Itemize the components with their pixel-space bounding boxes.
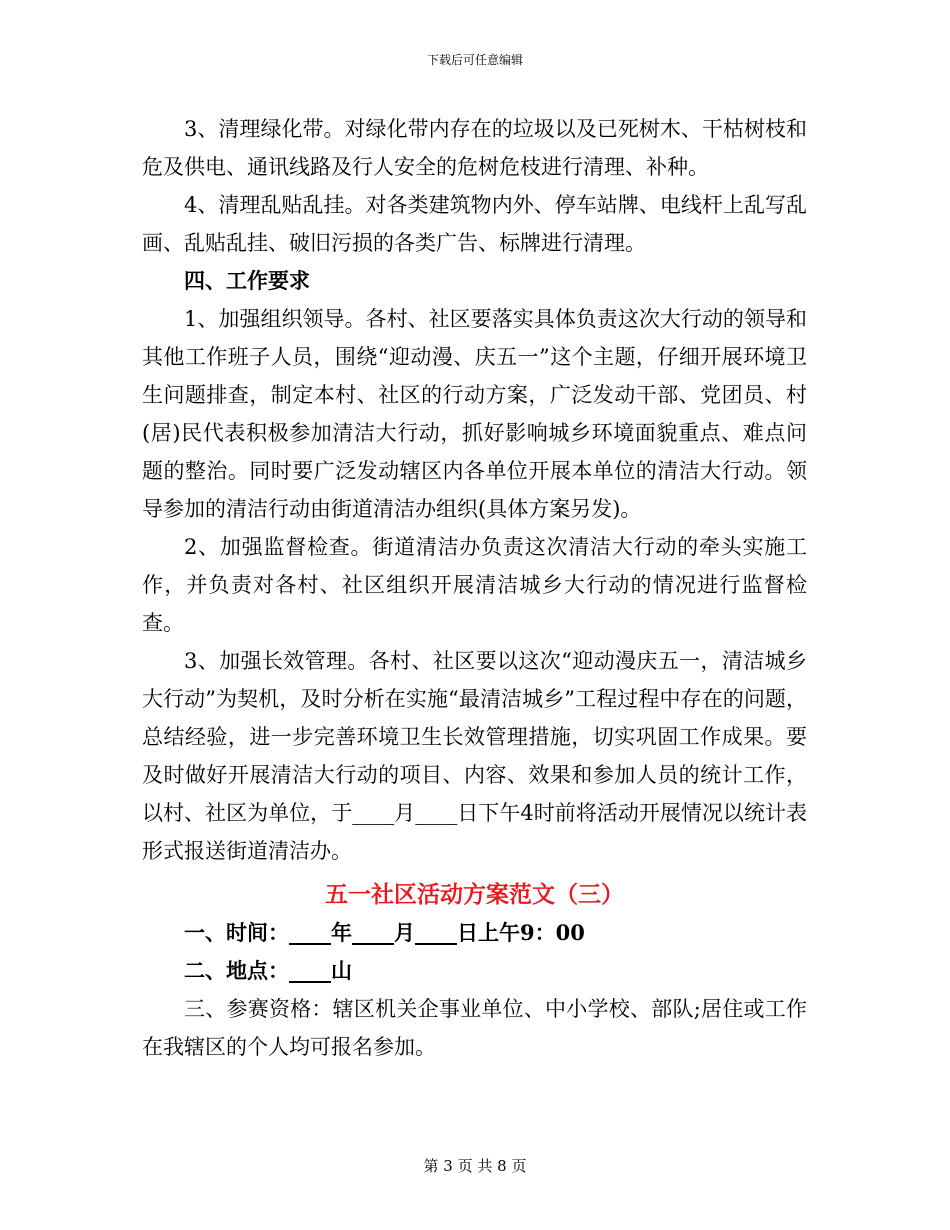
paragraph-clean-green-belt: 3、清理绿化带。对绿化带内存在的垃圾以及已死树木、干枯树枝和危及供电、通讯线路及行人安全的危树危枝进行清理、补种。 xyxy=(142,117,807,179)
section-title: 五一社区活动方案范文（三） xyxy=(325,881,624,908)
heading-location: 二、地点：____山 xyxy=(184,958,352,983)
paragraph-supervision-inspection: 2、加强监督检查。街道清洁办负责这次清洁大行动的牵头实施工作，并负责对各村、社区组织开展清洁城乡大行动的情况进行监督检查。 xyxy=(142,535,807,635)
page-footer: 第 3 页 共 8 页 xyxy=(423,1157,527,1175)
heading-work-requirements: 四、工作要求 xyxy=(184,268,310,293)
paragraph-long-term-management: 3、加强长效管理。各村、社区要以这次“迎动漫庆五一，清洁城乡大行动”为契机，及时分析在实施“最清洁城乡”工程过程中存在的问题，总结经验，进一步完善环境卫生长效管理措施，切实巩固工作成果。要及时做好开展清洁大行动的项目、内容、效果和参加人员的统计工作，以村、社区为单位，于____月____日下午4时前将活动开展情况以统计表形式报送街道清洁办。 xyxy=(142,649,807,863)
paragraph-organization-leadership: 1、加强组织领导。各村、社区要落实具体负责这次大行动的领导和其他工作班子人员，围绕“迎动漫、庆五一”这个主题，仔细开展环境卫生问题排查，制定本村、社区的行动方案，广泛发动干部、党团员、村(居)民代表积极参加清洁大行动，抓好影响城乡环境面貌重点、难点问题的整治。同时要广泛发动辖区内各单位开展本单位的清洁大行动。领导参加的清洁行动由街道清洁办组织(具体方案另发)。 xyxy=(142,307,807,521)
document-body xyxy=(142,110,807,1066)
paragraph-clean-posters: 4、清理乱贴乱挂。对各类建筑物内外、停车站牌、电线杆上乱写乱画、乱贴乱挂、破旧污损的各类广告、标牌进行清理。 xyxy=(142,193,807,255)
page-header: 下载后可任意编辑 xyxy=(426,53,523,67)
paragraph-eligibility: 三、参赛资格：辖区机关企事业单位、中小学校、部队;居住或工作在我辖区的个人均可报名参加。 xyxy=(142,997,807,1059)
heading-time: 一、时间：____年____月____日上午9：00 xyxy=(184,920,585,945)
